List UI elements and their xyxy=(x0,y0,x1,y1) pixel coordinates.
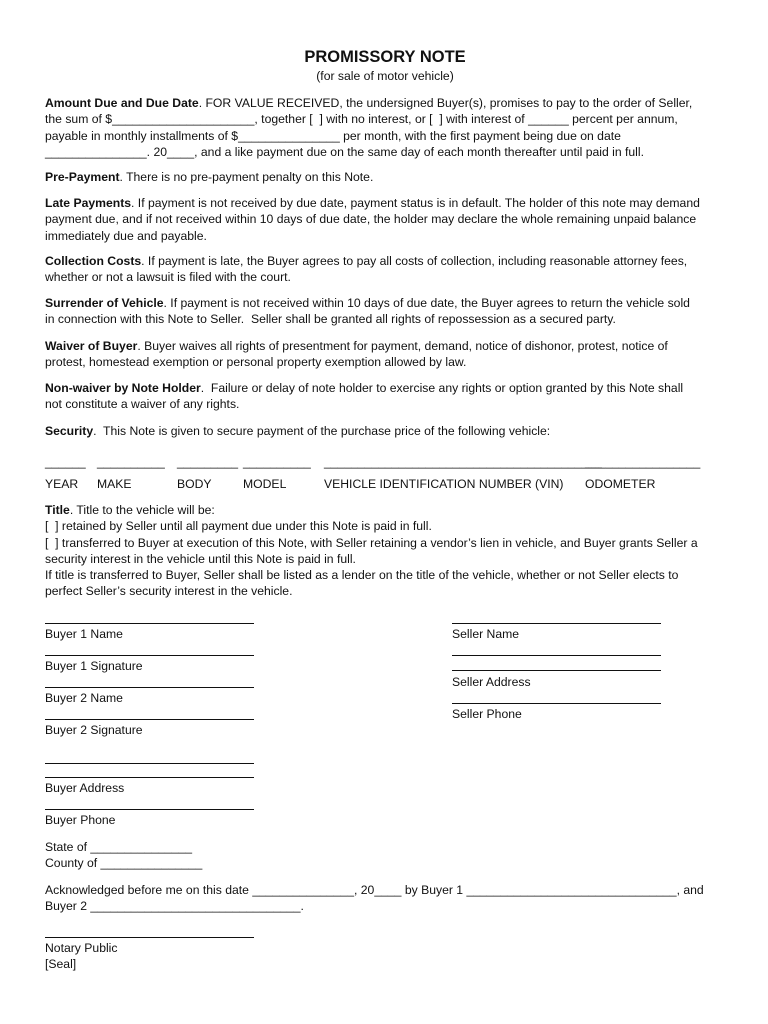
section-heading: Late Payments xyxy=(45,196,132,210)
odometer-field[interactable]: _________________ xyxy=(585,455,701,469)
section-non-waiver: Non-waiver by Note Holder. Failure or delay of note holder to exercise any rights or option granted by this Note shall not constitute a waiver of any rights. xyxy=(45,381,684,412)
seller-phone-label: Seller Phone xyxy=(452,707,522,721)
county-field[interactable]: County of _______________ xyxy=(45,856,203,870)
section-amount-due: Amount Due and Due Date. FOR VALUE RECEIVED, the undersigned Buyer(s), promises to pay to the order of Seller, the sum of $_____________________, together [ ] with no interest, or [ ] with interest of ______ percent per annum, payable in monthly installments of $_______________ per month, with the first payment being due on date _______________. 20____, and a like payment due on the same day of each month thereafter until paid in full. xyxy=(45,96,693,159)
section-heading: Waiver of Buyer xyxy=(45,339,138,353)
section-late-payments: Late Payments. If payment is not received by due date, payment status is in default. The holder of this note may demand payment due, and if not received within 10 days of due date, the holder may declare the whole remaining unpaid balance immediately due and payable. xyxy=(45,196,700,243)
buyer-1-signature-label: Buyer 1 Signature xyxy=(45,659,143,673)
section-heading: Title xyxy=(45,503,70,517)
make-label: MAKE xyxy=(97,477,132,491)
section-heading: Security xyxy=(45,424,94,438)
section-waiver-of-buyer: Waiver of Buyer. Buyer waives all rights of presentment for payment, demand, notice of dishonor, protest, notice of protest, homestead exemption or personal property exemption allowed by law. xyxy=(45,339,668,370)
seal-label: [Seal] xyxy=(45,957,77,971)
document-title: PROMISSORY NOTE xyxy=(304,48,466,66)
notary-public-label: Notary Public xyxy=(45,941,118,955)
buyer-address-line-1[interactable] xyxy=(45,763,254,764)
section-heading: Collection Costs xyxy=(45,254,142,268)
state-field[interactable]: State of _______________ xyxy=(45,840,193,854)
title-option-retained[interactable]: [ ] retained by Seller until all payment due under this Note is paid in full. xyxy=(45,519,432,534)
seller-address-label: Seller Address xyxy=(452,675,531,689)
section-heading: Surrender of Vehicle xyxy=(45,296,164,310)
model-label: MODEL xyxy=(243,477,287,491)
seller-phone-line[interactable] xyxy=(452,703,661,704)
seller-name-line[interactable] xyxy=(452,623,661,624)
year-field[interactable]: ______ xyxy=(45,455,86,469)
seller-address-line-1[interactable] xyxy=(452,655,661,656)
body-field[interactable]: _________ xyxy=(177,455,239,469)
section-heading: Pre-Payment xyxy=(45,170,120,184)
buyer-phone-line[interactable] xyxy=(45,809,254,810)
year-label: YEAR xyxy=(45,477,79,491)
section-collection-costs: Collection Costs. If payment is late, the Buyer agrees to pay all costs of collection, including reasonable attorney fees, whether or not a lawsuit is filed with the court. xyxy=(45,254,688,285)
buyer-address-line-2[interactable] xyxy=(45,777,254,778)
buyer-2-signature-label: Buyer 2 Signature xyxy=(45,723,143,737)
buyer-phone-label: Buyer Phone xyxy=(45,813,116,827)
notary-signature-line[interactable] xyxy=(45,937,254,938)
buyer-1-name-label: Buyer 1 Name xyxy=(45,627,123,641)
section-title: Title. Title to the vehicle will be: [ ] retained by Seller until all payment due under this Note is paid in full. [ ] transferred to Buyer at execution of this Note, with Seller retaining a vendor’s lien in vehicle, and Buyer grants Seller a security interest in the vehicle until this Note is paid in full. If title is transferred to Buyer, Seller shall be listed as a lender on the title of the vehicle, whether or not Seller elects to perfect Seller’s security interest in the vehicle. xyxy=(45,502,725,600)
section-security: Security. This Note is given to secure payment of the purchase price of the following vehicle: xyxy=(45,424,551,438)
buyer-2-name-label: Buyer 2 Name xyxy=(45,691,123,705)
buyer-2-name-line[interactable] xyxy=(45,687,254,688)
buyer-2-signature-line[interactable] xyxy=(45,719,254,720)
section-pre-payment: Pre-Payment. There is no pre-payment penalty on this Note. xyxy=(45,170,374,184)
buyer-1-name-line[interactable] xyxy=(45,623,254,624)
acknowledgment-line-2[interactable]: Buyer 2 _______________________________. xyxy=(45,899,304,913)
section-heading: Non-waiver by Note Holder xyxy=(45,381,201,395)
model-field[interactable]: __________ xyxy=(243,455,311,469)
make-field[interactable]: __________ xyxy=(97,455,165,469)
acknowledgment-line-1[interactable]: Acknowledged before me on this date _______________, 20____ by Buyer 1 _______________________________, and xyxy=(45,883,704,897)
seller-address-line-2[interactable] xyxy=(452,670,661,671)
document-subtitle: (for sale of motor vehicle) xyxy=(316,69,454,83)
buyer-address-label: Buyer Address xyxy=(45,781,125,795)
title-option-transferred[interactable]: [ ] transferred to Buyer at execution of this Note, with Seller retaining a vendor’s lien in vehicle, and Buyer grants Seller a xyxy=(45,535,698,550)
vin-field[interactable]: _________________________________________ xyxy=(324,455,602,469)
odometer-label: ODOMETER xyxy=(585,477,656,491)
section-heading: Amount Due and Due Date xyxy=(45,96,199,110)
seller-name-label: Seller Name xyxy=(452,627,520,641)
vin-label: VEHICLE IDENTIFICATION NUMBER (VIN) xyxy=(324,477,564,491)
body-label: BODY xyxy=(177,477,212,491)
section-surrender-of-vehicle: Surrender of Vehicle. If payment is not received within 10 days of due date, the Buyer agrees to return the vehicle sold in connection with this Note to Seller. Seller shall be granted all rights of repossession as a secured party. xyxy=(45,296,690,327)
buyer-1-signature-line[interactable] xyxy=(45,655,254,656)
